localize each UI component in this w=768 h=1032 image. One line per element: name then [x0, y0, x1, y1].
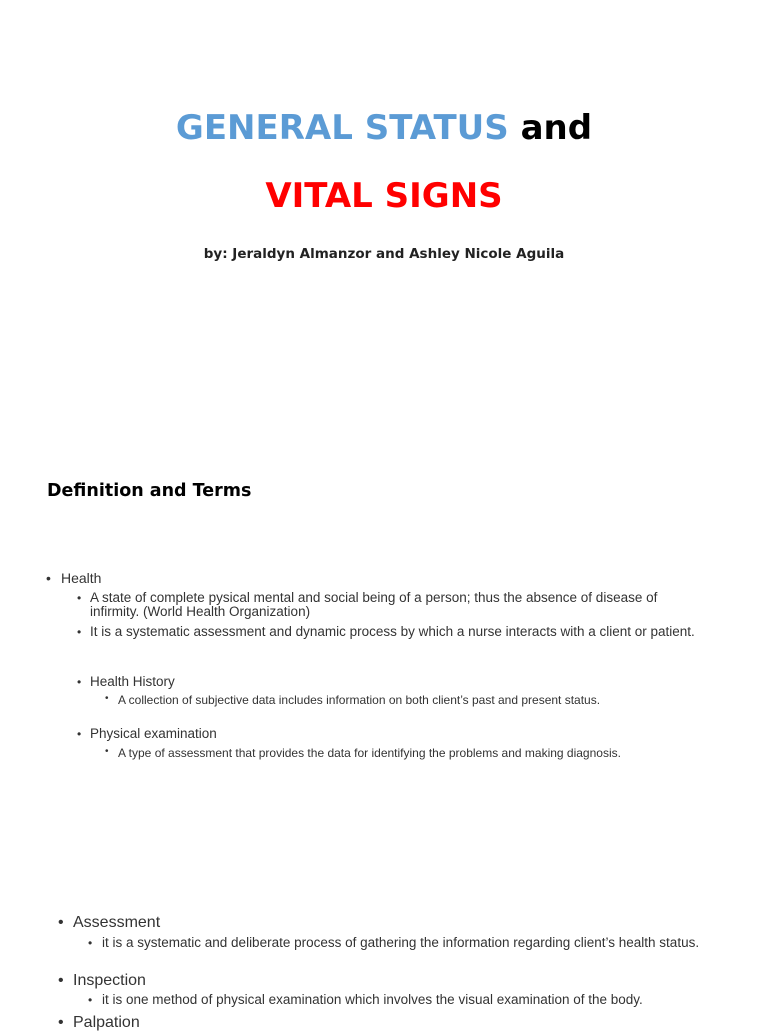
bullet-dot: •: [88, 993, 93, 1007]
health-history-detail: A collection of subjective data includes information on both client’s past and present status.: [118, 693, 601, 707]
bullet-dot: •: [105, 746, 109, 757]
bullet-dot: •: [88, 936, 93, 950]
bullet-dot: •: [58, 914, 64, 931]
bullet-dot: •: [58, 1014, 64, 1031]
bullet-dot: •: [77, 727, 82, 741]
bullet-dot: •: [77, 591, 82, 605]
title-vital-signs: VITAL SIGNS: [265, 176, 503, 216]
bullet-dot: •: [46, 570, 51, 586]
bullet-dot: •: [77, 675, 82, 689]
bullet-palpation: Palpation: [73, 1014, 140, 1031]
health-definition-2: It is a systematic assessment and dynamic process by which a nurse interacts with a client or patient.: [90, 624, 695, 639]
inspection-detail: it is one method of physical examination which involves the visual examination of the body.: [102, 992, 643, 1007]
title-general-status: GENERAL STATUS: [175, 108, 509, 148]
bullet-dot: •: [105, 693, 109, 704]
title-and: and: [520, 108, 593, 148]
bullet-inspection: Inspection: [73, 972, 146, 989]
bullet-dot: •: [77, 625, 82, 639]
bullet-physical-examination: Physical examination: [90, 726, 217, 741]
bullet-health: Health: [61, 570, 102, 586]
assessment-detail: it is a systematic and deliberate process of gathering the information regarding client’s health status.: [102, 935, 700, 950]
bullet-health-history: Health History: [90, 674, 175, 689]
byline: by: Jeraldyn Almanzor and Ashley Nicole Aguila: [203, 246, 565, 262]
bullet-dot: •: [58, 972, 64, 989]
health-definition-1: A state of complete pysical mental and social being of a person; thus the absence of disease of infirmity. (World Health Organization): [90, 590, 658, 619]
section-heading: Definition and Terms: [47, 481, 252, 501]
title-line-1: [0, 108, 768, 148]
bullet-assessment: Assessment: [73, 914, 161, 931]
physical-examination-detail: A type of assessment that provides the data for identifying the problems and making diagnosis.: [118, 746, 621, 760]
